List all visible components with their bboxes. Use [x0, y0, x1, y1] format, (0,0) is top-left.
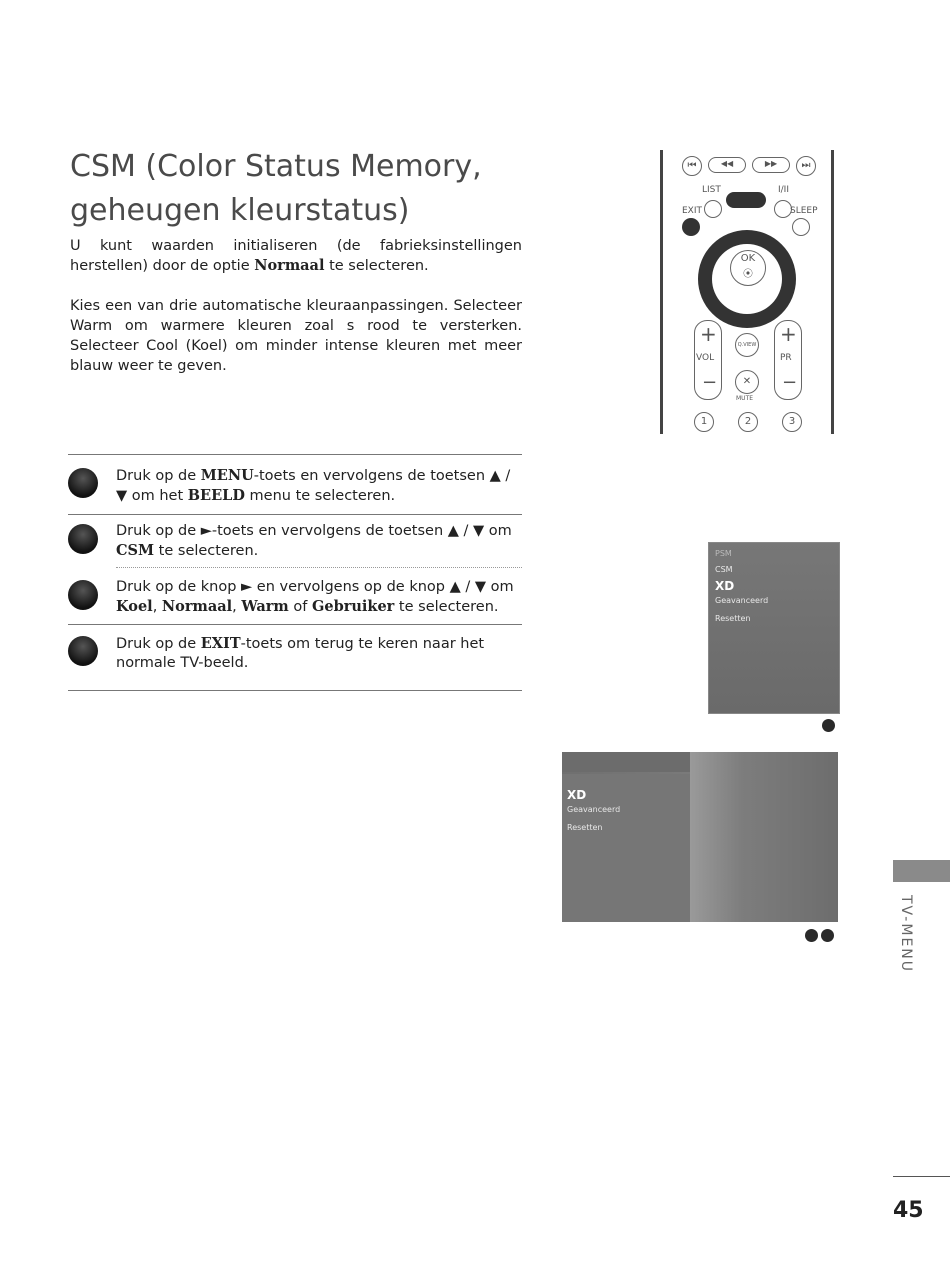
description-paragraph: Kies een van drie automatische kleuraanpassingen. Selecteer Warm om warmere kleuren zoal s rood te versterken. Selecteer Cool (Koel) om minder intense kleuren met meer blauw weer te geven. — [70, 298, 522, 374]
osd-item-psm: PSM — [715, 549, 732, 558]
qview-label: Q.VIEW — [737, 342, 757, 348]
step-1-part: Druk op de — [116, 468, 201, 484]
osd2-item-geavanceerd: Geavanceerd — [567, 805, 621, 814]
steps-top-rule — [68, 454, 522, 455]
step-3-sep: , — [232, 599, 242, 615]
step-2-marker — [68, 524, 98, 554]
ok-label: OK — [740, 253, 756, 264]
step-4-part: Druk op de — [116, 636, 201, 652]
osd-item-geavanceerd: Geavanceerd — [715, 596, 769, 605]
osd2-top-bar — [562, 752, 690, 772]
pr-minus-icon: − — [782, 372, 798, 393]
osd2-item-xd: XD — [567, 788, 587, 802]
osd-menu-screenshot-1 — [708, 542, 840, 714]
vol-label: VOL — [696, 353, 715, 363]
remote-edge-left — [660, 150, 663, 434]
intro-bold: Normaal — [254, 257, 325, 274]
intro-paragraph — [70, 236, 522, 276]
mute-icon: ✕ — [735, 370, 759, 394]
section-tab — [893, 860, 950, 882]
ok-button: OK ⦿ — [730, 250, 766, 286]
vol-plus-icon: + — [700, 322, 717, 346]
osd-item-resetten: Resetten — [715, 614, 751, 623]
step-1-bold: BEELD — [187, 487, 245, 504]
step-3-sep: , — [152, 599, 162, 615]
steps-bottom-rule — [68, 690, 522, 691]
step-dotted-rule — [116, 567, 522, 568]
pr-plus-icon: + — [780, 322, 797, 346]
osd-item-xd: XD — [715, 579, 735, 593]
number-2-button — [738, 412, 758, 432]
step-1-text — [116, 466, 522, 506]
exit-label: EXIT — [682, 206, 703, 216]
title-line-1: CSM (Color Status Memory, — [70, 149, 482, 184]
skip-back-icon: ⏮ — [682, 156, 702, 176]
step-3-text — [116, 578, 522, 617]
intro-text: U kunt waarden initialiseren (de fabrieksinstellingen herstellen) door de optie — [70, 238, 522, 274]
page-title — [70, 145, 540, 233]
step-2-part: te selecteren. — [154, 543, 259, 559]
step-3-part: of — [288, 599, 312, 615]
mute-label: MUTE — [736, 395, 754, 402]
num2-label: 2 — [744, 416, 752, 427]
osd2-right-area — [690, 752, 838, 922]
step-3-bold: Gebruiker — [311, 598, 395, 615]
step-1-bold: MENU — [200, 467, 254, 484]
sleep-label: SLEEP — [790, 206, 818, 216]
i-ii-label: I/II — [778, 185, 789, 195]
step-3-bold: Normaal — [161, 598, 233, 615]
step-3-bold: Koel — [116, 598, 153, 615]
step-2-bold: CSM — [116, 542, 155, 559]
remote-edge-right — [831, 150, 834, 434]
num3-label: 3 — [788, 416, 796, 427]
step-3-part: te selecteren. — [394, 599, 499, 615]
osd-step-marker-2a — [805, 929, 818, 942]
skip-forward-icon: ⏭ — [796, 156, 816, 176]
exit-button — [682, 218, 700, 236]
list-circle — [704, 200, 722, 218]
step-4-marker — [68, 636, 98, 666]
osd-step-marker-2b — [821, 929, 834, 942]
intro-text-end: te selecteren. — [324, 258, 429, 274]
step-1-part: -toets en vervolgens de toetsen ▲ / ▼ om het — [116, 468, 511, 504]
num1-label: 1 — [700, 416, 708, 427]
vol-minus-icon: − — [702, 372, 718, 393]
rewind-icon: ◀◀ — [708, 157, 746, 173]
list-label: LIST — [702, 185, 721, 195]
osd-item-csm: CSM — [715, 565, 733, 574]
step-2-part: Druk op de ►-toets en vervolgens de toetsen ▲ / ▼ om — [116, 523, 512, 539]
page-number: 45 — [893, 1198, 924, 1223]
osd-step-marker-1 — [822, 719, 835, 732]
list-button — [726, 192, 766, 208]
step-4-text — [116, 634, 522, 673]
number-1-button — [694, 412, 714, 432]
step-4-bold: EXIT — [200, 635, 241, 652]
step-rule — [68, 624, 522, 625]
number-3-button — [782, 412, 802, 432]
step-3-part: Druk op de knop ► en vervolgens op de knop ▲ / ▼ om — [116, 579, 514, 595]
title-line-2: geheugen kleurstatus) — [70, 193, 410, 228]
page-number-rule — [893, 1176, 950, 1177]
pr-label: PR — [780, 353, 792, 363]
step-1-marker — [68, 468, 98, 498]
qview-button — [735, 333, 759, 357]
remote-control-illustration — [660, 150, 834, 434]
step-4-part: -toets om terug te keren naar het normale TV-beeld. — [116, 636, 485, 671]
step-3-bold: Warm — [241, 598, 289, 615]
sleep-button — [792, 218, 810, 236]
section-label: TV-MENU — [898, 895, 914, 974]
osd-menu-screenshot-2 — [562, 752, 838, 922]
step-1-part: menu te selecteren. — [244, 488, 396, 504]
step-rule — [68, 514, 522, 515]
step-3-marker — [68, 580, 98, 610]
osd2-item-resetten: Resetten — [567, 823, 603, 832]
step-2-text — [116, 522, 522, 561]
fast-forward-icon: ▶▶ — [752, 157, 790, 173]
